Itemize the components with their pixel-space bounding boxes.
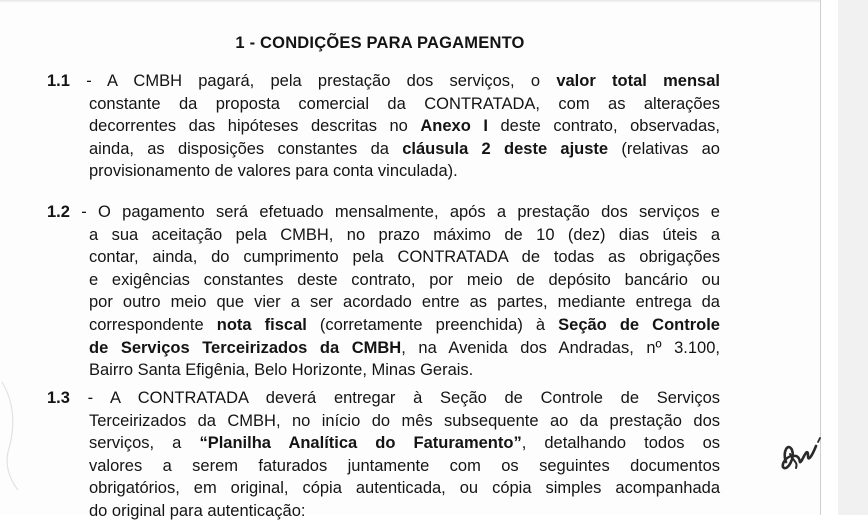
clause-bold-text: nota fiscal [216,315,307,334]
clause-line [47,337,720,360]
clause-bold-text: de Serviços Terceirizados da CMBH [89,338,402,357]
clause-text: constante da proposta comercial da CONTRATADA, com as alterações [89,94,720,113]
clause-line [47,70,720,93]
handwritten-initials-signature [778,432,823,478]
clause-text: do original para autenticação: [89,501,306,520]
clause-line [47,477,720,500]
clause-text: - A CONTRATADA deverá entregar à Seção de Controle de Serviços [87,389,720,407]
clause-bold-text: valor total mensal [556,72,720,90]
clause-line [47,410,720,433]
viewer-gutter [821,0,838,515]
clause-text: , na Avenida dos Andradas, nº 3.100, [401,338,720,357]
clause-text: provisionamento de valores para conta vinculada). [89,162,458,181]
clause-line [47,455,720,478]
clause-1-1 [47,70,720,183]
clause-line [47,201,720,224]
clause-text: - A CMBH pagará, pela prestação dos serviços, o [86,72,557,90]
clause-text: , detalhando todos os [521,434,721,453]
clause-text: por outro meio que vier a ser acordado entre as partes, mediante entrega da [89,293,720,312]
clause-line [47,314,720,337]
page-edge [0,0,820,3]
clause-bold-text: “Planilha Analítica do Faturamento” [199,434,522,453]
clause-bold-text: Anexo I [420,117,488,136]
clause-line [47,93,720,116]
clause-line [47,138,720,161]
clause-line [47,359,720,382]
clause-1-3 [47,387,720,523]
clause-line [47,387,720,410]
clause-1-2 [47,201,720,382]
clause-number: 1.3 [47,389,70,407]
clause-text: a sua aceitação pela CMBH, no prazo máximo de 10 (dez) dias úteis a [89,225,720,244]
clause-text: serviços, a [89,434,200,453]
clause-text: deste contrato, observadas, [487,117,720,136]
clause-line [47,291,720,314]
clause-line [47,224,720,247]
clause-line [47,160,720,183]
clause-text: contar, ainda, do cumprimento pela CONTRATADA de todas as obrigações [89,248,720,267]
clause-text: decorrentes das hipóteses descritas no [89,117,421,136]
section-title: 1 - CONDIÇÕES PARA PAGAMENTO [235,34,525,52]
clause-text: valores a serem faturados juntamente com os seguintes documentos [89,456,720,475]
clause-text: ainda, as disposições constantes da [89,139,403,158]
clause-text: - O pagamento será efetuado mensalmente, após a prestação dos serviços e [81,203,720,221]
clause-bold-text: Seção de Controle [558,315,720,334]
clause-text: correspondente [89,315,217,334]
clause-number: 1.1 [47,72,70,90]
clause-text: e exigências constantes deste contrato, por meio de depósito bancário ou [89,270,720,289]
clause-text: (corretamente preenchida) à [306,315,559,334]
clause-text: Bairro Santa Efigênia, Belo Horizonte, Minas Gerais. [89,361,474,380]
clause-line [47,115,720,138]
clause-line [47,500,720,523]
clause-line [47,432,720,455]
clause-text: Terceirizados da CMBH, no início do mês subsequente ao da prestação dos [89,411,720,430]
scan-artifact [0,372,40,492]
clause-text: obrigatórios, em original, cópia autenticada, ou cópia simples acompanhada [89,479,720,498]
clause-line [47,246,720,269]
clause-number: 1.2 [47,203,70,221]
clause-bold-text: cláusula 2 deste ajuste [402,139,609,158]
clause-line [47,269,720,292]
clause-text: (relativas ao [608,139,720,158]
vertical-scrollbar[interactable] [838,0,868,515]
